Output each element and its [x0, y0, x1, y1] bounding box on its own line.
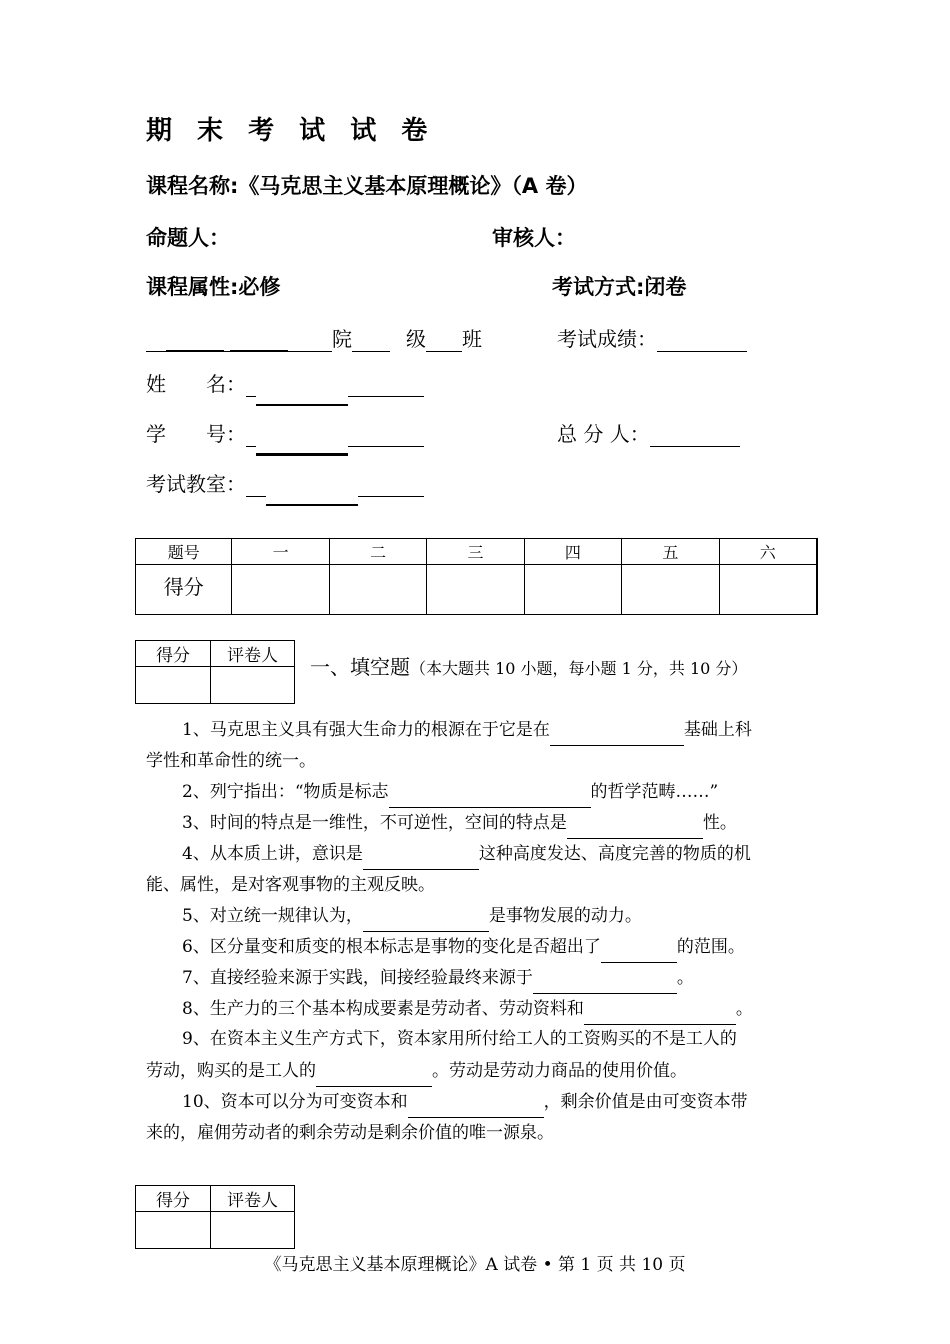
course-attr [146, 271, 280, 301]
blank-class[interactable] [426, 327, 462, 352]
ban-label: 班 [462, 327, 482, 351]
course-label: 课程名称: [146, 174, 239, 198]
score-label: 考试成绩： [557, 327, 657, 351]
score-cell-3[interactable] [427, 565, 524, 615]
name-blank[interactable] [256, 380, 348, 406]
score-table [135, 538, 818, 615]
yuan-label: 院 [332, 327, 352, 351]
header-cell-1: 一 [232, 539, 329, 565]
name-label: 姓 名： [146, 372, 246, 396]
q4-text-c: 能、属性，是对客观事物的主观反映。 [146, 875, 435, 895]
grader-box-2-grader-cell[interactable] [211, 1212, 295, 1249]
q7-text: 7、直接经验来源于实践，间接经验最终来源于 [182, 968, 533, 988]
q10-text-c: 来的，雇佣劳动者的剩余劳动是剩余价值的唯一源泉。 [146, 1123, 554, 1143]
question-9 [146, 1024, 812, 1087]
ji-label: 级 [406, 327, 426, 351]
header-cell-5: 五 [622, 539, 719, 565]
grader-box-score-label: 得分 [136, 641, 211, 667]
question-7 [146, 962, 812, 994]
mode-label: 考试方式: [552, 275, 645, 299]
q7-blank[interactable] [533, 962, 677, 994]
q3-blank[interactable] [567, 807, 703, 839]
q2-blank[interactable] [389, 776, 591, 808]
section1-note: （本大题共 10 小题，每小题 1 分，共 10 分） [410, 659, 748, 678]
student-id-field [146, 418, 424, 447]
grader-box-grader-cell[interactable] [211, 667, 295, 704]
score-table-header [136, 539, 818, 565]
q9-text-b: 劳动，购买的是工人的 [146, 1061, 316, 1081]
exam-title: 期 末 考 试 试 卷 [146, 116, 436, 146]
q10-text-b: ，剩余价值是由可变资本带 [543, 1092, 748, 1112]
course-name: 《马克思主义基本原理概论》（A 卷） [238, 174, 588, 198]
grader-box-2 [135, 1185, 295, 1249]
grader-box-2-score-label: 得分 [136, 1186, 211, 1212]
header-cell-2: 二 [329, 539, 426, 565]
score-blank[interactable] [657, 327, 747, 352]
grader-blank[interactable] [650, 422, 740, 447]
q5-text: 5、对立统一规律认为， [182, 906, 363, 926]
id-blank[interactable] [256, 429, 348, 456]
q6-text-b: 的范围。 [676, 937, 745, 957]
question-1 [146, 714, 812, 777]
row-label: 得分 [136, 565, 232, 615]
page-footer: 《马克思主义基本原理概论》A 试卷 • 第 1 页 共 10 页 [264, 1255, 686, 1275]
score-cell-1[interactable] [232, 565, 329, 615]
score-table-row [136, 565, 818, 615]
blank [146, 327, 164, 352]
q4-text: 4、从本质上讲，意识是 [182, 844, 363, 864]
q5-text-b: 是事物发展的动力。 [488, 906, 642, 926]
section1-heading [310, 651, 747, 680]
attr-value: 必修 [238, 275, 281, 299]
room-field [146, 468, 424, 497]
question-10 [146, 1086, 812, 1149]
blank-department[interactable] [166, 326, 224, 352]
question-4 [146, 838, 812, 901]
q7-text-b: 。 [676, 968, 694, 988]
score-cell-2[interactable] [329, 565, 426, 615]
class-line [146, 323, 482, 352]
question-5 [146, 900, 812, 932]
question-3 [146, 807, 812, 839]
name-field [146, 368, 424, 397]
score-field [557, 323, 747, 352]
header-cell-3: 三 [427, 539, 524, 565]
id-label: 学 号： [146, 422, 246, 446]
exam-mode [552, 271, 686, 301]
q10-text: 10、资本可以分为可变资本和 [182, 1092, 408, 1112]
attr-label: 课程属性: [146, 275, 239, 299]
q10-blank[interactable] [408, 1086, 544, 1118]
mode-value: 闭卷 [644, 275, 687, 299]
blank-department-2[interactable] [230, 326, 288, 352]
score-cell-6[interactable] [719, 565, 817, 615]
q4-text-b: 这种高度发达、高度完善的物质的机 [478, 844, 751, 864]
grader-field [557, 418, 740, 447]
q3-text-b: 性。 [702, 813, 737, 833]
header-cell-4: 四 [524, 539, 621, 565]
grader-box-score-cell[interactable] [136, 667, 211, 704]
q1-text-b: 基础上科 [683, 720, 752, 740]
room-blank[interactable] [266, 480, 358, 506]
question-6 [146, 931, 812, 963]
grader-box-2-score-cell[interactable] [136, 1212, 211, 1249]
header-cell-label: 题号 [136, 539, 232, 565]
q8-blank[interactable] [584, 993, 736, 1025]
grader-box-2-grader-label: 评卷人 [211, 1186, 295, 1212]
setter-label: 命题人： [146, 226, 230, 250]
blank-grade[interactable] [352, 327, 390, 352]
reviewer-label: 审核人： [492, 226, 576, 250]
q1-blank[interactable] [550, 714, 684, 746]
q8-text: 8、生产力的三个基本构成要素是劳动者、劳动资料和 [182, 999, 584, 1019]
q2-text-b: 的哲学范畴……” [590, 782, 719, 802]
room-label: 考试教室： [146, 472, 246, 496]
question-8 [146, 993, 812, 1025]
course-line [146, 170, 587, 200]
q4-blank[interactable] [363, 838, 479, 870]
question-2 [146, 776, 812, 808]
q9-blank[interactable] [316, 1055, 432, 1087]
q1-text: 1、马克思主义具有强大生命力的根源在于它是在 [182, 720, 550, 740]
q3-text: 3、时间的特点是一维性，不可逆性，空间的特点是 [182, 813, 567, 833]
section1-title: 一、填空题 [310, 655, 410, 679]
q5-blank[interactable] [363, 900, 489, 932]
q1-text-c: 学性和革命性的统一。 [146, 751, 316, 771]
score-cell-5[interactable] [622, 565, 719, 615]
q8-text-b: 。 [735, 999, 753, 1019]
grader-label: 总 分 人： [557, 422, 650, 446]
q2-text: 2、列宁指出：“物质是标志 [182, 782, 389, 802]
q6-text: 6、区分量变和质变的根本标志是事物的变化是否超出了 [182, 937, 601, 957]
q6-blank[interactable] [601, 931, 677, 963]
q9-text-c: 。劳动是劳动力商品的使用价值。 [432, 1061, 687, 1081]
grader-box-1 [135, 640, 295, 704]
grader-box-grader-label: 评卷人 [211, 641, 295, 667]
header-cell-6: 六 [719, 539, 817, 565]
score-cell-4[interactable] [524, 565, 621, 615]
q9-text: 9、在资本主义生产方式下，资本家用所付给工人的工资购买的不是工人的 [182, 1029, 737, 1049]
